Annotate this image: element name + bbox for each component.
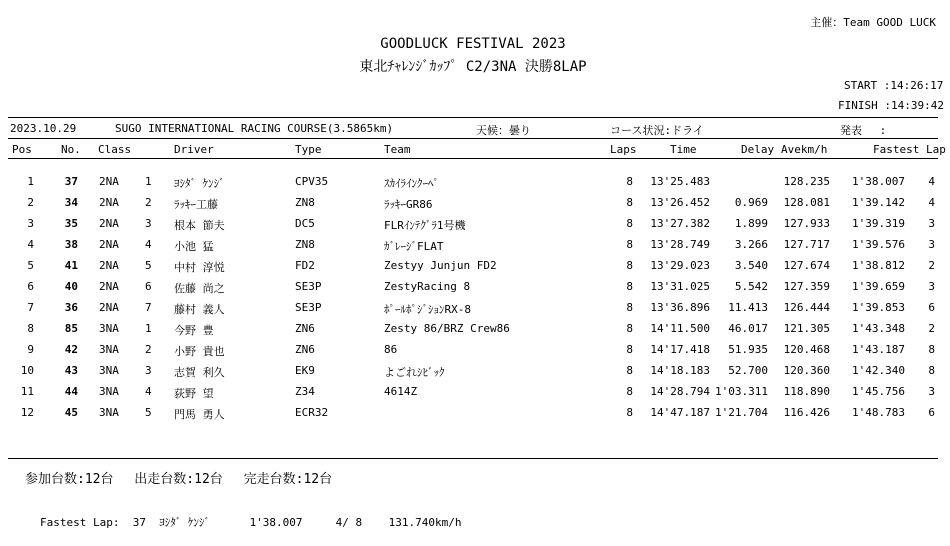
cell-laps: 8 [626,175,633,188]
cell-fastest-lap-no: 3 [928,217,935,230]
header-team: Team [384,143,411,156]
cell-class-pos: 5 [145,259,152,272]
event-title: GOODLUCK FESTIVAL 2023 [380,36,566,52]
cell-fastest-lap-no: 3 [928,238,935,251]
cell-time: 14'17.418 [650,343,710,356]
announcement: 発表 : [840,124,887,137]
cell-no: 44 [64,385,78,398]
cell-type: ZN6 [295,322,315,335]
cell-class-pos: 3 [145,217,152,230]
cell-avekmh: 126.444 [783,301,830,314]
cell-no: 37 [64,175,78,188]
cell-type: SE3P [295,301,322,314]
entry-counts: 参加台数:12台 出走台数:12台 完走台数:12台 [25,472,333,487]
header-avekmh: Avekm/h [781,143,828,156]
cell-fastest-lap: 1'38.812 [852,259,905,272]
cell-driver: 門馬 勇人 [174,408,225,421]
cell-class-pos: 2 [145,343,152,356]
cell-class: 2NA [99,259,119,272]
cell-class: 3NA [99,322,119,335]
cell-time: 13'25.483 [650,175,710,188]
cell-fastest-lap: 1'43.348 [852,322,905,335]
cell-no: 43 [64,364,78,377]
cell-time: 14'28.794 [650,385,710,398]
cell-class: 2NA [99,301,119,314]
cell-no: 41 [64,259,78,272]
header-driver: Driver [174,143,214,156]
cell-fastest-lap: 1'39.853 [852,301,905,314]
cell-fastest-lap-no: 6 [928,301,935,314]
cell-time: 13'36.896 [650,301,710,314]
organizer: 主催：Team GOOD LUCK [810,16,936,29]
cell-no: 38 [64,238,78,251]
finish-time: FINISH :14:39:42 [838,99,944,112]
cell-team: ｶﾞﾚｰｼﾞFLAT [384,240,444,253]
cell-class: 3NA [99,385,119,398]
start-time: START :14:26:17 [844,79,944,92]
cell-team: ﾎﾟｰﾙﾎﾟｼﾞｼｮﾝRX-8 [384,303,471,316]
cell-pos: 3 [27,217,34,230]
cell-pos: 2 [27,196,34,209]
divider-header-top [8,138,938,139]
cell-laps: 8 [626,238,633,251]
cell-avekmh: 120.360 [783,364,830,377]
header-laps: Laps [610,143,637,156]
cell-avekmh: 127.933 [783,217,830,230]
cell-class-pos: 6 [145,280,152,293]
header-type: Type [295,143,322,156]
cell-time: 14'18.183 [650,364,710,377]
cell-driver: 小池 猛 [174,240,214,253]
cell-laps: 8 [626,259,633,272]
cell-type: ZN6 [295,343,315,356]
cell-pos: 5 [27,259,34,272]
cell-no: 36 [64,301,78,314]
cell-fastest-lap-no: 3 [928,280,935,293]
cell-team: よごれｼﾋﾞｯｸ [384,366,445,379]
cell-delay: 0.969 [734,196,768,209]
cell-fastest-lap: 1'39.576 [852,238,905,251]
cell-laps: 8 [626,343,633,356]
cell-no: 42 [64,343,78,356]
cell-driver: 根本 節夫 [174,219,225,232]
cell-delay: 51.935 [728,343,768,356]
cell-team: Zesty 86/BRZ Crew86 [384,322,510,335]
cell-pos: 7 [27,301,34,314]
cell-driver: 小野 貴也 [174,345,225,358]
cell-no: 85 [64,322,78,335]
cell-avekmh: 128.235 [783,175,830,188]
cell-pos: 12 [20,406,34,419]
cell-fastest-lap: 1'48.783 [852,406,905,419]
cell-driver: 志賀 利久 [174,366,225,379]
cell-avekmh: 127.674 [783,259,830,272]
cell-fastest-lap: 1'43.187 [852,343,905,356]
cell-pos: 6 [27,280,34,293]
divider-top [8,117,938,118]
cell-avekmh: 128.081 [783,196,830,209]
cell-laps: 8 [626,406,633,419]
cell-pos: 10 [20,364,34,377]
cell-time: 14'47.187 [650,406,710,419]
cell-class: 3NA [99,343,119,356]
cell-team: Zestyy Junjun FD2 [384,259,497,272]
cell-fastest-lap-no: 4 [928,175,935,188]
cell-class-pos: 1 [145,322,152,335]
cell-team: FLRｲﾝﾃｸﾞﾗ1号機 [384,219,466,232]
cell-delay: 1'21.704 [715,406,768,419]
cell-time: 13'31.025 [650,280,710,293]
cell-type: ECR32 [295,406,329,419]
cell-type: Z34 [295,385,315,398]
cell-fastest-lap: 1'45.756 [852,385,905,398]
cell-time: 14'11.500 [650,322,710,335]
cell-delay: 3.266 [734,238,768,251]
cell-fastest-lap: 1'38.007 [852,175,905,188]
cell-fastest-lap-no: 2 [928,322,935,335]
cell-team: 4614Z [384,385,418,398]
cell-team: ZestyRacing 8 [384,280,471,293]
cell-delay: 46.017 [728,322,768,335]
cell-fastest-lap-no: 4 [928,196,935,209]
divider-header-bottom [8,158,938,159]
cell-class: 2NA [99,175,119,188]
cell-type: SE3P [295,280,322,293]
cell-driver: 中村 淳悦 [174,261,225,274]
cell-time: 13'26.452 [650,196,710,209]
cell-team: 86 [384,343,398,356]
fastest-lap-summary: Fastest Lap: 37 ﾖｼﾀﾞ ｹﾝｼﾞ 1'38.007 4/ 8 131.740km/h [40,516,462,529]
cell-delay: 11.413 [728,301,768,314]
header-fastest-lap: Fastest Lap [873,143,946,156]
cell-laps: 8 [626,196,633,209]
cell-type: FD2 [295,259,315,272]
cell-fastest-lap-no: 8 [928,343,935,356]
cell-pos: 9 [27,343,34,356]
cell-class: 2NA [99,280,119,293]
cell-class: 3NA [99,364,119,377]
cell-pos: 4 [27,238,34,251]
cell-team: ﾗｯｷｰGR86 [384,198,433,211]
header-time: Time [670,143,697,156]
cell-time: 13'29.023 [650,259,710,272]
cell-driver: 今野 豊 [174,324,214,337]
cell-class-pos: 4 [145,238,152,251]
cell-pos: 1 [27,175,34,188]
race-date: 2023.10.29 [10,122,77,135]
cell-class: 3NA [99,406,119,419]
cell-delay: 1'03.311 [715,385,768,398]
cell-no: 34 [64,196,78,209]
cell-driver: ﾖｼﾀﾞ ｹﾝｼﾞ [174,177,225,190]
cell-laps: 8 [626,280,633,293]
cell-time: 13'27.382 [650,217,710,230]
cell-fastest-lap-no: 6 [928,406,935,419]
cell-driver: 佐藤 尚之 [174,282,225,295]
divider-bottom [8,458,938,459]
cell-avekmh: 127.359 [783,280,830,293]
cell-fastest-lap-no: 8 [928,364,935,377]
cell-fastest-lap-no: 2 [928,259,935,272]
header-no: No. [61,143,81,156]
course-condition: コース状況:ドライ [610,124,704,137]
race-title: 東北ﾁｬﾚﾝｼﾞｶｯﾌﾟ C2/3NA 決勝8LAP [359,59,587,75]
cell-class-pos: 2 [145,196,152,209]
cell-type: EK9 [295,364,315,377]
header-pos: Pos [12,143,32,156]
cell-fastest-lap: 1'39.142 [852,196,905,209]
cell-fastest-lap: 1'39.319 [852,217,905,230]
cell-team: ｽｶｲﾗｲﾝｸｰﾍﾟ [384,177,439,190]
cell-avekmh: 118.890 [783,385,830,398]
cell-no: 40 [64,280,78,293]
cell-delay: 52.700 [728,364,768,377]
header-delay: Delay [741,143,775,156]
cell-type: ZN8 [295,196,315,209]
cell-fastest-lap: 1'42.340 [852,364,905,377]
cell-no: 45 [64,406,78,419]
cell-avekmh: 116.426 [783,406,830,419]
cell-delay: 1.899 [734,217,768,230]
cell-class: 2NA [99,238,119,251]
cell-laps: 8 [626,364,633,377]
cell-driver: 荻野 望 [174,387,214,400]
cell-type: ZN8 [295,238,315,251]
cell-class: 2NA [99,196,119,209]
cell-type: DC5 [295,217,315,230]
cell-laps: 8 [626,322,633,335]
cell-type: CPV35 [295,175,329,188]
cell-fastest-lap-no: 3 [928,385,935,398]
cell-pos: 8 [27,322,34,335]
weather: 天候：曇り [476,124,531,137]
cell-laps: 8 [626,217,633,230]
cell-class-pos: 1 [145,175,152,188]
cell-driver: ﾗｯｷｰ工藤 [174,198,218,211]
header-class: Class [98,143,132,156]
course-name: SUGO INTERNATIONAL RACING COURSE(3.5865km) [115,122,394,135]
cell-class-pos: 5 [145,406,152,419]
cell-class-pos: 3 [145,364,152,377]
cell-time: 13'28.749 [650,238,710,251]
cell-fastest-lap: 1'39.659 [852,280,905,293]
cell-delay: 3.540 [734,259,768,272]
cell-avekmh: 127.717 [783,238,830,251]
cell-class-pos: 7 [145,301,152,314]
cell-avekmh: 121.305 [783,322,830,335]
cell-delay: 5.542 [734,280,768,293]
cell-laps: 8 [626,301,633,314]
cell-laps: 8 [626,385,633,398]
cell-class-pos: 4 [145,385,152,398]
cell-pos: 11 [20,385,34,398]
cell-class: 2NA [99,217,119,230]
cell-avekmh: 120.468 [783,343,830,356]
cell-driver: 藤村 義人 [174,303,225,316]
cell-no: 35 [64,217,78,230]
